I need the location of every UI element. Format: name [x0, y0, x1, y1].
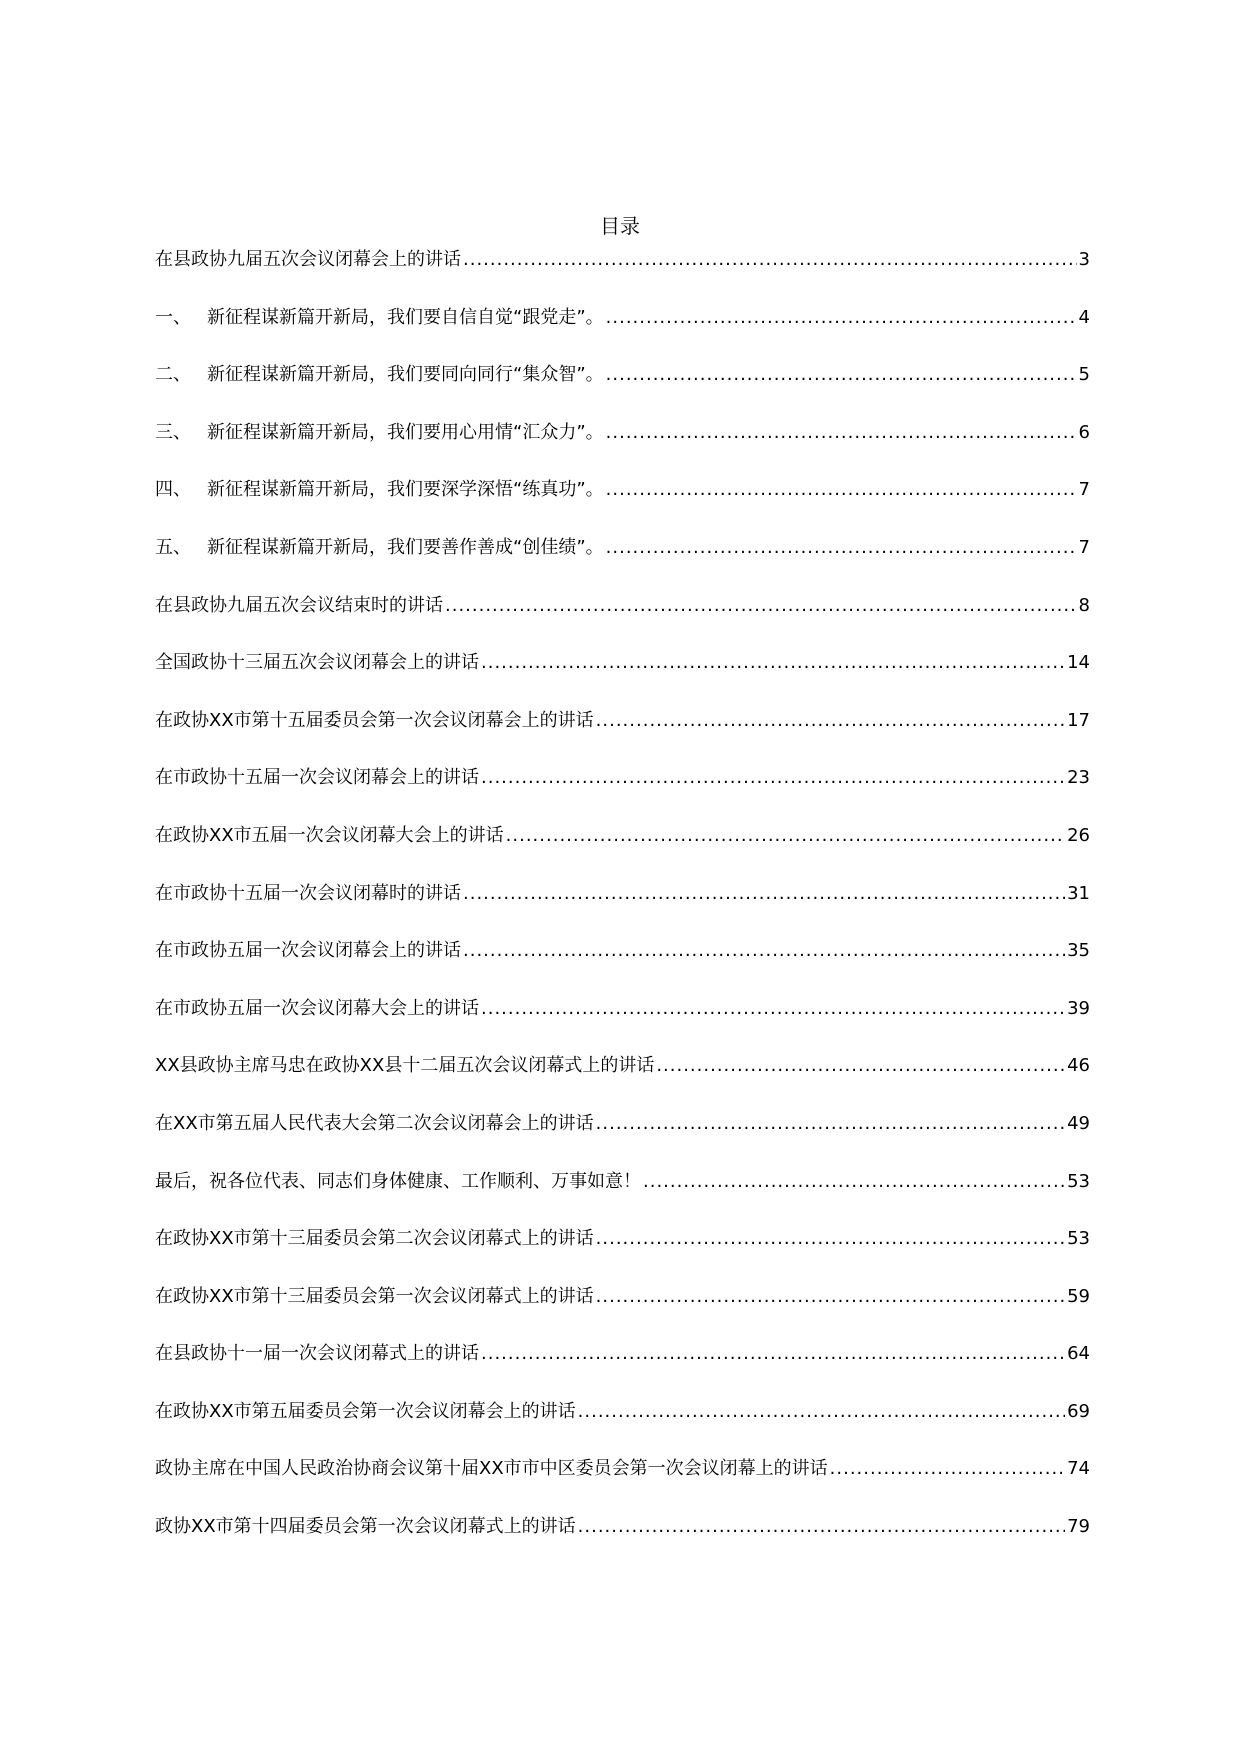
toc-entry[interactable] [155, 1339, 1090, 1397]
toc-entry[interactable] [155, 360, 1090, 418]
toc-entry-text: 新征程谋新篇开新局，我们要自信自觉“跟党走”。 [207, 306, 604, 328]
toc-entry-page-number: 59 [1067, 1285, 1090, 1307]
toc-entry[interactable] [155, 1051, 1090, 1109]
toc-entry-text: 在县政协九届五次会议结束时的讲话 [155, 594, 443, 616]
toc-entry-page-number: 69 [1067, 1400, 1090, 1422]
toc-entry-text: 在政协XX市第五届委员会第一次会议闭幕会上的讲话 [155, 1400, 576, 1422]
toc-dot-leader [463, 879, 1065, 909]
toc-entry[interactable] [155, 763, 1090, 821]
toc-dot-leader [606, 360, 1077, 390]
toc-entry[interactable] [155, 1224, 1090, 1282]
toc-entry-text: 在政协XX市第十五届委员会第一次会议闭幕会上的讲话 [155, 709, 594, 731]
toc-dot-leader [481, 763, 1065, 793]
toc-entry-text: 在政协XX市五届一次会议闭幕大会上的讲话 [155, 824, 504, 846]
toc-entry-label [155, 706, 594, 736]
toc-entry-page-number: 3 [1078, 249, 1090, 270]
toc-entry-label [155, 303, 604, 333]
toc-entry-label [155, 245, 461, 275]
toc-entry-page-number: 53 [1067, 1170, 1090, 1192]
toc-title: 目录 [600, 214, 640, 238]
toc-entry-text: 在政协XX市第十三届委员会第二次会议闭幕式上的讲话 [155, 1228, 594, 1250]
toc-dot-leader [830, 1454, 1065, 1484]
toc-entry-label [155, 879, 461, 909]
toc-entry-page-number: 5 [1078, 364, 1090, 386]
toc-entry-page-number: 31 [1067, 882, 1090, 904]
toc-dot-leader [656, 1051, 1065, 1081]
toc-dot-leader [596, 706, 1065, 736]
toc-entry[interactable] [155, 418, 1090, 476]
toc-entry[interactable] [155, 1397, 1090, 1455]
toc-dot-leader [578, 1512, 1065, 1542]
toc-entry-label [155, 994, 479, 1024]
toc-list [155, 245, 1090, 1570]
toc-dot-leader [606, 475, 1077, 505]
toc-entry-page-number: 46 [1067, 1055, 1090, 1077]
toc-dot-leader [445, 591, 1077, 621]
toc-entry[interactable] [155, 591, 1090, 649]
toc-entry[interactable] [155, 475, 1090, 533]
toc-entry-label [155, 1167, 641, 1197]
toc-entry-text: 在政协XX市第十三届委员会第一次会议闭幕式上的讲话 [155, 1285, 594, 1307]
toc-entry-text: 新征程谋新篇开新局，我们要善作善成“创佳绩”。 [207, 536, 604, 558]
toc-dot-leader [506, 821, 1065, 851]
toc-entry-label [155, 418, 604, 448]
toc-entry-label [155, 1224, 594, 1254]
toc-entry-label [155, 1339, 479, 1369]
toc-entry-page-number: 23 [1067, 767, 1090, 789]
toc-entry-text: 最后，祝各位代表、同志们身体健康、工作顺利、万事如意！ [155, 1170, 641, 1192]
toc-entry-label [155, 648, 479, 678]
toc-entry-text: 政协主席在中国人民政治协商会议第十届XX市市中区委员会第一次会议闭幕上的讲话 [155, 1458, 828, 1480]
toc-dot-leader [481, 1339, 1065, 1369]
toc-entry-label [155, 360, 604, 390]
toc-entry[interactable] [155, 879, 1090, 937]
toc-dot-leader [463, 936, 1065, 966]
toc-entry[interactable] [155, 821, 1090, 879]
toc-entry-label [155, 936, 461, 966]
toc-dot-leader [463, 245, 1077, 275]
toc-entry-label [155, 533, 604, 563]
toc-entry-page-number: 39 [1067, 997, 1090, 1019]
toc-entry-text: 新征程谋新篇开新局，我们要同向同行“集众智”。 [207, 364, 604, 386]
toc-dot-leader [578, 1397, 1065, 1427]
toc-entry[interactable] [155, 1109, 1090, 1167]
toc-dot-leader [481, 648, 1065, 678]
toc-entry-label [155, 1397, 576, 1427]
toc-entry-text: 新征程谋新篇开新局，我们要用心用情“汇众力”。 [207, 421, 604, 443]
toc-entry-text: 在市政协十五届一次会议闭幕时的讲话 [155, 882, 461, 904]
toc-dot-leader [606, 303, 1077, 333]
toc-entry[interactable] [155, 936, 1090, 994]
toc-entry[interactable] [155, 648, 1090, 706]
toc-dot-leader [596, 1109, 1065, 1139]
toc-entry-text: 在县政协十一届一次会议闭幕式上的讲话 [155, 1343, 479, 1365]
toc-entry-label [155, 1109, 594, 1139]
toc-entry-page-number: 7 [1078, 479, 1090, 501]
toc-entry-text: 在市政协五届一次会议闭幕会上的讲话 [155, 940, 461, 962]
toc-entry-label [155, 475, 604, 505]
toc-entry[interactable] [155, 1454, 1090, 1512]
toc-entry-text: 新征程谋新篇开新局，我们要深学深悟“练真功”。 [207, 479, 604, 501]
toc-entry-number: 一、 [155, 306, 191, 328]
toc-entry-page-number: 74 [1067, 1458, 1090, 1480]
toc-entry-page-number: 64 [1067, 1343, 1090, 1365]
toc-dot-leader [596, 1224, 1065, 1254]
toc-entry[interactable] [155, 533, 1090, 591]
toc-dot-leader [481, 994, 1065, 1024]
toc-entry-page-number: 49 [1067, 1112, 1090, 1134]
toc-entry-label [155, 763, 479, 793]
toc-entry-text: XX县政协主席马忠在政协XX县十二届五次会议闭幕式上的讲话 [155, 1055, 655, 1077]
toc-entry[interactable] [155, 706, 1090, 764]
toc-entry-page-number: 26 [1067, 824, 1090, 846]
toc-entry-number: 四、 [155, 479, 191, 501]
toc-entry-page-number: 4 [1078, 306, 1090, 328]
toc-entry-label [155, 1051, 654, 1081]
toc-entry-page-number: 53 [1067, 1228, 1090, 1250]
toc-entry-number: 二、 [155, 364, 191, 386]
toc-entry[interactable] [155, 245, 1090, 303]
toc-entry[interactable] [155, 303, 1090, 361]
toc-entry-text: 在县政协九届五次会议闭幕会上的讲话 [155, 249, 461, 270]
toc-entry-label [155, 591, 443, 621]
toc-entry-page-number: 7 [1078, 536, 1090, 558]
toc-entry-text: 在市政协十五届一次会议闭幕会上的讲话 [155, 767, 479, 789]
toc-entry[interactable] [155, 1512, 1090, 1570]
toc-entry-page-number: 79 [1067, 1516, 1090, 1538]
toc-entry-page-number: 8 [1078, 594, 1090, 616]
toc-entry-number: 五、 [155, 536, 191, 558]
toc-dot-leader [606, 533, 1077, 563]
toc-entry[interactable] [155, 994, 1090, 1052]
toc-entry-label [155, 1454, 828, 1484]
toc-entry[interactable] [155, 1167, 1090, 1225]
toc-entry-label [155, 1282, 594, 1312]
toc-dot-leader [606, 418, 1077, 448]
toc-entry-text: 在市政协五届一次会议闭幕大会上的讲话 [155, 997, 479, 1019]
toc-entry-page-number: 6 [1078, 421, 1090, 443]
toc-entry-number: 三、 [155, 421, 191, 443]
toc-entry-page-number: 35 [1067, 940, 1090, 962]
toc-entry-text: 政协XX市第十四届委员会第一次会议闭幕式上的讲话 [155, 1516, 576, 1538]
toc-entry[interactable] [155, 1282, 1090, 1340]
toc-dot-leader [643, 1167, 1065, 1197]
toc-entry-text: 在XX市第五届人民代表大会第二次会议闭幕会上的讲话 [155, 1112, 594, 1134]
toc-entry-label [155, 1512, 576, 1542]
toc-entry-text: 全国政协十三届五次会议闭幕会上的讲话 [155, 652, 479, 674]
toc-entry-page-number: 14 [1067, 652, 1090, 674]
toc-entry-page-number: 17 [1067, 709, 1090, 731]
toc-dot-leader [596, 1282, 1065, 1312]
toc-entry-label [155, 821, 504, 851]
